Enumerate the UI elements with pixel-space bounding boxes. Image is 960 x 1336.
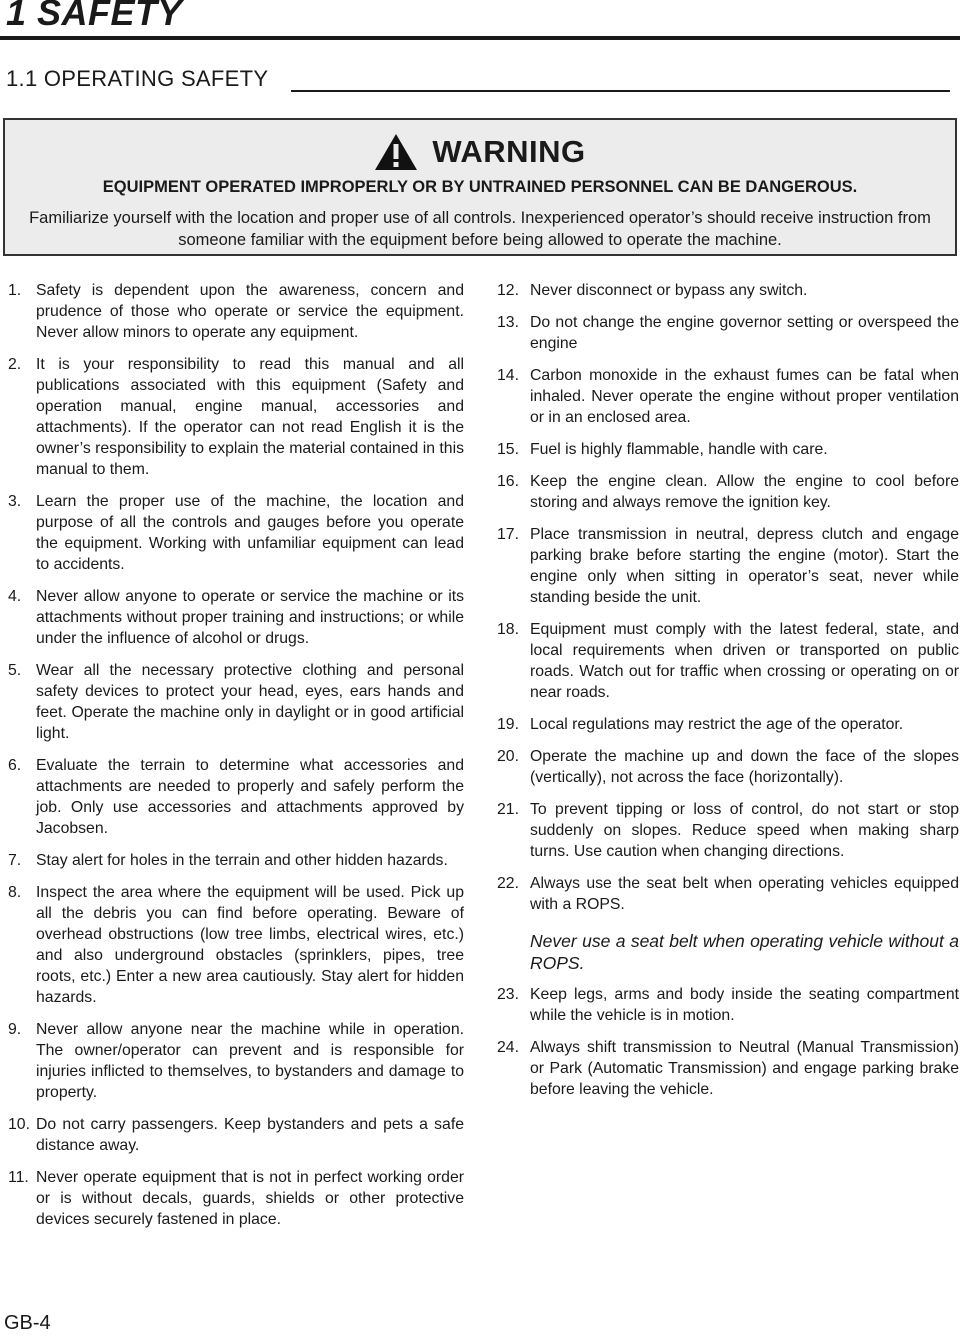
item-number: 2.: [8, 356, 22, 373]
item-number: 20.: [497, 748, 519, 765]
item-text: Do not carry passengers. Keep bystanders and pets a safe distance away.: [36, 1116, 464, 1154]
item-number: 22.: [497, 875, 519, 892]
list-item: [8, 1114, 464, 1156]
item-text: Keep legs, arms and body inside the seating compartment while the vehicle is in motion.: [530, 986, 959, 1024]
list-item: [8, 755, 464, 839]
list-item: [497, 873, 959, 915]
item-text: Evaluate the terrain to determine what accessories and attachments are needed to properly and safely perform the job. Only use accessories and attachments approved by Jacobsen.: [36, 757, 464, 837]
safety-list-left: [8, 280, 464, 1230]
item-text: It is your responsibility to read this manual and all publications associated with this equipment (Safety and operation manual, engine manual, accessories and attachments). If the operator can not read English it is the owner’s responsibility to explain the material contained in this manual to them.: [36, 356, 464, 478]
item-number: 5.: [8, 662, 22, 679]
item-number: 10.: [8, 1116, 30, 1133]
item-number: 8.: [8, 884, 22, 901]
item-number: 23.: [497, 986, 519, 1003]
item-text: To prevent tipping or loss of control, do not start or stop suddenly on slopes. Reduce speed when making sharp turns. Use caution when changing directions.: [530, 801, 959, 860]
safety-list-right: [497, 280, 959, 915]
list-item: [8, 660, 464, 744]
list-item: [497, 714, 959, 735]
item-text: Never operate equipment that is not in perfect working order or is without decals, guards, shields or other protective devices securely fastened in place.: [36, 1169, 464, 1228]
item-number: 17.: [497, 526, 519, 543]
item-number: 12.: [497, 282, 519, 299]
list-item: [497, 619, 959, 703]
section-heading: 1.1 OPERATING SAFETY: [6, 66, 269, 91]
rops-note: Never use a seat belt when operating vehicle without a ROPS.: [530, 931, 959, 973]
item-number: 14.: [497, 367, 519, 384]
safety-list-right-continued: [497, 984, 959, 1100]
warning-lead: EQUIPMENT OPERATED IMPROPERLY OR BY UNTRAINED PERSONNEL CAN BE DANGEROUS.: [102, 178, 858, 196]
item-number: 19.: [497, 716, 519, 733]
item-text: Stay alert for holes in the terrain and other hidden hazards.: [36, 852, 448, 869]
item-number: 6.: [8, 757, 22, 774]
item-text: Keep the engine clean. Allow the engine to cool before storing and always remove the ignition key.: [530, 473, 959, 511]
right-column: [497, 280, 959, 1111]
item-text: Inspect the area where the equipment will be used. Pick up all the debris you can find before operating. Beware of overhead obstructions (low tree limbs, electrical wires, etc.) and also underground obstacles (sprinklers, pipes, tree roots, etc.) Enter a new area cautiously. Stay alert for hidden hazards.: [36, 884, 464, 1006]
list-item: [8, 882, 464, 1008]
item-number: 24.: [497, 1039, 519, 1056]
item-text: Fuel is highly flammable, handle with care.: [530, 441, 828, 458]
list-item: [8, 280, 464, 343]
item-text: Safety is dependent upon the awareness, concern and prudence of those who operate or service the equipment. Never allow minors to operate any equipment.: [36, 282, 464, 341]
warning-header: [5, 132, 955, 172]
item-number: 7.: [8, 852, 22, 869]
section-rule: [291, 90, 950, 92]
list-item: [8, 354, 464, 480]
item-text: Never disconnect or bypass any switch.: [530, 282, 808, 299]
item-text: Never allow anyone near the machine while in operation. The owner/operator can prevent and is responsible for injuries inflicted to themselves, to bystanders and damage to property.: [36, 1021, 464, 1101]
item-text: Do not change the engine governor setting or overspeed the engine: [530, 314, 959, 352]
item-number: 4.: [8, 588, 22, 605]
item-text: Place transmission in neutral, depress clutch and engage parking brake before starting the engine (motor). Start the engine only when sitting in operator’s seat, never while standing beside the unit.: [530, 526, 959, 606]
list-item: [497, 799, 959, 862]
item-number: 21.: [497, 801, 519, 818]
list-item: [497, 280, 959, 301]
item-number: 11.: [8, 1169, 29, 1186]
item-number: 15.: [497, 441, 519, 458]
item-number: 18.: [497, 621, 519, 638]
list-item: [497, 1037, 959, 1100]
warning-title: WARNING: [432, 134, 586, 169]
list-item: [497, 365, 959, 428]
item-number: 16.: [497, 473, 519, 490]
warning-triangle-icon: [374, 133, 418, 171]
item-text: Local regulations may restrict the age of the operator.: [530, 716, 904, 733]
title-rule: [0, 36, 960, 40]
item-text: Equipment must comply with the latest federal, state, and local requirements when driven or transported on public roads. Watch out for traffic when crossing or operating on or near roads.: [530, 621, 959, 701]
list-item: [8, 1167, 464, 1230]
item-number: 3.: [8, 493, 22, 510]
list-item: [497, 439, 959, 460]
item-number: 1.: [8, 282, 22, 299]
list-item: [497, 984, 959, 1026]
item-number: 13.: [497, 314, 519, 331]
item-text: Carbon monoxide in the exhaust fumes can be fatal when inhaled. Never operate the engine without proper ventilation or in an enclosed area.: [530, 367, 959, 426]
item-text: Always use the seat belt when operating vehicles equipped with a ROPS.: [530, 875, 959, 913]
warning-text: Familiarize yourself with the location and proper use of all controls. Inexperienced operator’s should receive instruction from someone familiar with the equipment before being allowed to operate the machine.: [29, 209, 931, 249]
item-number: 9.: [8, 1021, 22, 1038]
list-item: [8, 850, 464, 871]
list-item: [497, 524, 959, 608]
list-item: [8, 491, 464, 575]
left-column: [8, 280, 464, 1241]
item-text: Operate the machine up and down the face of the slopes (vertically), not across the face (horizontally).: [530, 748, 959, 786]
list-item: [497, 746, 959, 788]
page-title: 1 SAFETY: [6, 0, 183, 33]
list-item: [497, 471, 959, 513]
page-number: GB-4: [4, 1312, 51, 1334]
item-text: Learn the proper use of the machine, the location and purpose of all the controls and gauges before you operate the equipment. Working with unfamiliar equipment can lead to accidents.: [36, 493, 464, 573]
item-text: Wear all the necessary protective clothing and personal safety devices to protect your head, eyes, ears hands and feet. Operate the machine only in daylight or in good artificial light.: [36, 662, 464, 742]
warning-box: [3, 118, 957, 256]
list-item: [497, 312, 959, 354]
item-text: Never allow anyone to operate or service the machine or its attachments without proper training and instructions; or while under the influence of alcohol or drugs.: [36, 588, 464, 647]
list-item: [8, 1019, 464, 1103]
list-item: [8, 586, 464, 649]
item-text: Always shift transmission to Neutral (Manual Transmission) or Park (Automatic Transmission) and engage parking brake before leaving the vehicle.: [530, 1039, 959, 1098]
